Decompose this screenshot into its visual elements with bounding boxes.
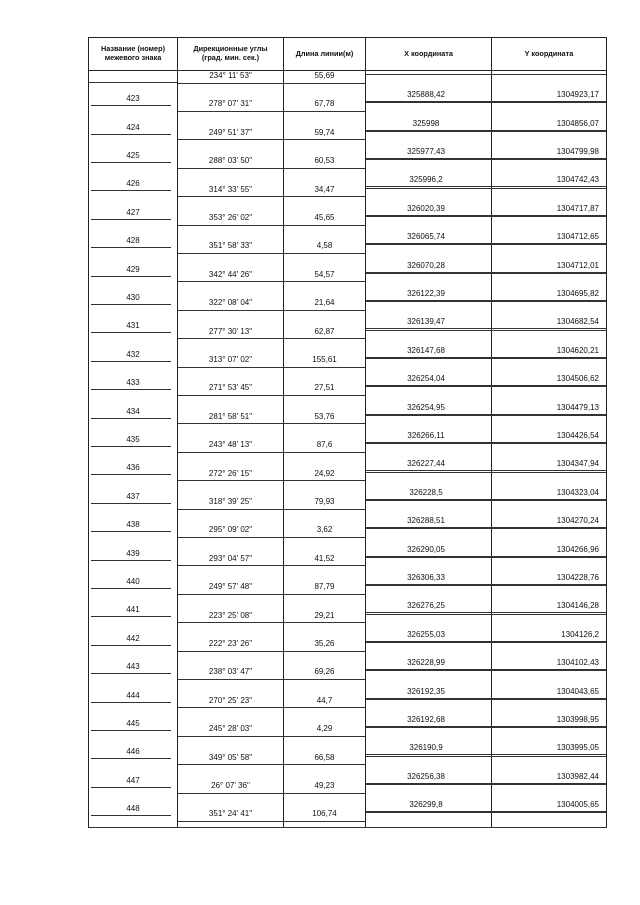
row-divider bbox=[366, 74, 606, 75]
line-length: 155,61 bbox=[312, 355, 337, 364]
x-coordinate: 326192,35 bbox=[407, 686, 445, 696]
segment-underline bbox=[178, 793, 365, 794]
point-name: 432 bbox=[126, 349, 140, 359]
x-coordinate: 326288,51 bbox=[407, 516, 445, 526]
x-coordinate: 325977,43 bbox=[407, 147, 445, 156]
y-coordinate: 1304717,87 bbox=[556, 203, 599, 213]
y-coordinate: 1304266,96 bbox=[556, 544, 599, 554]
y-coordinate: 1304712,01 bbox=[556, 260, 599, 270]
segment-underline bbox=[178, 537, 365, 538]
line-length: 24,92 bbox=[314, 468, 335, 478]
point-name-underline bbox=[91, 134, 171, 135]
row-divider bbox=[366, 131, 606, 132]
boundary-coordinates-table bbox=[88, 37, 607, 828]
row-divider bbox=[366, 301, 606, 302]
line-length: 29,21 bbox=[314, 610, 335, 620]
x-coordinate: 326190,9 bbox=[409, 743, 443, 753]
segment-underline bbox=[178, 622, 365, 623]
line-length: 4,29 bbox=[316, 724, 333, 734]
row-divider bbox=[366, 330, 606, 331]
point-name: 446 bbox=[126, 747, 140, 757]
x-coordinate: 326306,33 bbox=[407, 573, 445, 582]
segment-underline bbox=[178, 367, 365, 368]
direction-angle: 349° 05' 58" bbox=[208, 752, 253, 762]
line-length: 106,74 bbox=[312, 809, 337, 819]
x-coordinate: 326228,5 bbox=[409, 487, 443, 497]
header-y-coordinate: Y координата bbox=[524, 48, 574, 58]
segment-underline bbox=[178, 651, 365, 652]
point-name: 443 bbox=[126, 662, 140, 672]
row-divider bbox=[366, 642, 606, 643]
direction-angle: 272° 26' 15" bbox=[208, 468, 253, 478]
point-name-underline bbox=[91, 190, 171, 191]
segment-underline bbox=[178, 423, 365, 424]
row-divider bbox=[366, 756, 606, 757]
y-coordinate: 1304126,2 bbox=[561, 629, 599, 639]
x-coordinate: 326290,05 bbox=[407, 544, 445, 554]
line-length: 49,23 bbox=[314, 781, 335, 790]
point-name: 423 bbox=[126, 94, 140, 104]
y-coordinate: 1304506,62 bbox=[556, 374, 599, 384]
point-name-underline bbox=[91, 531, 171, 532]
row-divider bbox=[366, 812, 606, 813]
row-divider bbox=[366, 216, 606, 217]
segment-underline bbox=[178, 395, 365, 396]
x-coordinate: 326266,11 bbox=[407, 431, 445, 440]
x-coordinate: 326256,38 bbox=[407, 771, 445, 781]
x-coordinate: 326122,39 bbox=[407, 289, 445, 298]
y-coordinate: 1303998,95 bbox=[556, 715, 599, 724]
segment-underline bbox=[178, 168, 365, 169]
row-divider bbox=[89, 82, 177, 83]
point-name-underline bbox=[91, 247, 171, 248]
direction-angle: 223° 25' 08" bbox=[208, 610, 253, 620]
x-coordinate: 326276,25 bbox=[407, 601, 445, 611]
y-coordinate: 1304682,54 bbox=[556, 317, 599, 327]
line-length: 53,76 bbox=[314, 411, 335, 421]
x-coordinate: 325998 bbox=[412, 118, 440, 128]
segment-underline bbox=[178, 452, 365, 453]
point-name: 436 bbox=[126, 463, 140, 473]
line-length: 3,62 bbox=[316, 525, 333, 535]
line-length: 60,53 bbox=[314, 156, 335, 166]
point-name: 444 bbox=[126, 690, 140, 700]
point-name: 427 bbox=[126, 207, 140, 217]
row-divider bbox=[366, 784, 606, 785]
segment-underline bbox=[178, 679, 365, 680]
row-divider bbox=[366, 557, 606, 558]
point-name-underline bbox=[91, 673, 171, 674]
line-length: 67,78 bbox=[314, 99, 335, 109]
direction-angle: 249° 57' 48" bbox=[208, 582, 253, 592]
line-length: 87,79 bbox=[314, 582, 335, 592]
point-name-underline bbox=[91, 588, 171, 589]
row-divider bbox=[366, 699, 606, 700]
x-coordinate: 325888,42 bbox=[407, 90, 445, 100]
x-coordinate: 326227,44 bbox=[407, 459, 445, 469]
line-length: 62,87 bbox=[314, 326, 335, 336]
x-coordinate: 326020,39 bbox=[407, 203, 445, 213]
point-name-underline bbox=[91, 332, 171, 333]
y-coordinate: 1304799,98 bbox=[556, 147, 599, 156]
point-name: 435 bbox=[126, 435, 140, 444]
y-coordinate: 1304742,43 bbox=[556, 175, 599, 185]
y-coordinate: 1304102,43 bbox=[556, 658, 599, 668]
point-name-underline bbox=[91, 361, 171, 362]
direction-angle: 313° 07' 02" bbox=[208, 355, 253, 364]
row-divider bbox=[366, 244, 606, 245]
y-coordinate: 1304146,28 bbox=[556, 601, 599, 611]
point-name: 445 bbox=[126, 719, 140, 728]
direction-angle: 245° 28' 03" bbox=[208, 724, 253, 734]
direction-angle: 281° 58' 51" bbox=[208, 411, 253, 421]
point-name: 429 bbox=[126, 264, 140, 274]
direction-angle: 271° 53' 45" bbox=[208, 383, 253, 393]
point-name-underline bbox=[91, 105, 171, 106]
y-coordinate: 1304043,65 bbox=[556, 686, 599, 696]
y-coordinate: 1304228,76 bbox=[556, 573, 599, 582]
point-name: 441 bbox=[126, 605, 140, 615]
row-divider bbox=[366, 614, 606, 615]
point-name-underline bbox=[91, 560, 171, 561]
x-coordinate: 326147,68 bbox=[407, 345, 445, 355]
point-name-underline bbox=[91, 389, 171, 390]
table-bottom-rule bbox=[89, 827, 606, 828]
segment-underline bbox=[178, 196, 365, 197]
segment-underline bbox=[178, 111, 365, 112]
segment-underline bbox=[178, 707, 365, 708]
point-name: 425 bbox=[126, 151, 140, 160]
point-name-underline bbox=[91, 815, 171, 816]
line-length: 4,58 bbox=[316, 241, 333, 251]
line-length: 41,52 bbox=[314, 553, 335, 563]
point-name-underline bbox=[91, 730, 171, 731]
line-length: 87,6 bbox=[316, 440, 333, 450]
segment-underline bbox=[178, 509, 365, 510]
segment-underline bbox=[178, 225, 365, 226]
direction-angle: 270° 25' 23" bbox=[208, 695, 253, 705]
point-name-underline bbox=[91, 162, 171, 163]
row-divider bbox=[366, 102, 606, 103]
segment-underline bbox=[178, 253, 365, 254]
direction-angle: 26° 07' 36" bbox=[211, 781, 250, 790]
header-point-name: Название (номер) межевого знака bbox=[100, 44, 165, 62]
point-name: 442 bbox=[126, 633, 140, 643]
row-divider bbox=[366, 188, 606, 189]
y-coordinate: 1304323,04 bbox=[556, 487, 599, 497]
row-divider bbox=[366, 159, 606, 160]
point-name: 431 bbox=[126, 321, 140, 331]
point-name: 428 bbox=[126, 236, 140, 246]
row-divider bbox=[366, 585, 606, 586]
point-name-underline bbox=[91, 758, 171, 759]
row-divider bbox=[366, 273, 606, 274]
y-coordinate: 1304005,65 bbox=[556, 800, 599, 810]
direction-angle: 293° 04' 57" bbox=[208, 553, 253, 563]
segment-underline bbox=[178, 594, 365, 595]
point-name: 433 bbox=[126, 378, 140, 388]
direction-angle: 238° 03' 47" bbox=[208, 667, 253, 677]
x-coordinate: 326255,03 bbox=[407, 629, 445, 639]
point-name-underline bbox=[91, 503, 171, 504]
row-divider bbox=[366, 415, 606, 416]
point-name-underline bbox=[91, 645, 171, 646]
direction-angle: 277° 30' 13" bbox=[208, 326, 253, 336]
point-name-underline bbox=[91, 702, 171, 703]
point-name-underline bbox=[91, 219, 171, 220]
line-length: 59,74 bbox=[314, 127, 335, 137]
y-coordinate: 1304856,07 bbox=[556, 118, 599, 128]
y-coordinate: 1303982,44 bbox=[556, 771, 599, 781]
direction-angle: 314° 33' 55" bbox=[208, 184, 253, 194]
direction-angle: 351° 24' 41" bbox=[208, 809, 253, 819]
segment-underline bbox=[178, 338, 365, 339]
point-name: 424 bbox=[126, 122, 140, 132]
row-divider bbox=[366, 500, 606, 501]
line-length: 55,69 bbox=[314, 71, 335, 80]
direction-angle: 295° 09' 02" bbox=[208, 525, 253, 535]
point-name: 430 bbox=[126, 293, 140, 302]
direction-angle: 351° 58' 33" bbox=[208, 241, 253, 251]
x-coordinate: 325996,2 bbox=[409, 175, 443, 185]
x-coordinate: 326228,99 bbox=[407, 658, 445, 668]
direction-angle: 322° 08' 04" bbox=[208, 298, 253, 308]
segment-underline bbox=[178, 565, 365, 566]
line-length: 54,57 bbox=[314, 269, 335, 279]
y-coordinate: 1304695,82 bbox=[556, 289, 599, 298]
direction-angle: 234° 11' 53" bbox=[209, 71, 252, 80]
line-length: 35,26 bbox=[314, 639, 335, 648]
line-length: 27,51 bbox=[314, 383, 335, 393]
line-length: 45,65 bbox=[314, 213, 335, 222]
point-name-underline bbox=[91, 304, 171, 305]
header-direction-angle: Дирекционные углы (град. мин. сек.) bbox=[193, 44, 268, 62]
point-name-underline bbox=[91, 418, 171, 419]
y-coordinate: 1303995,05 bbox=[556, 743, 599, 753]
y-coordinate: 1304479,13 bbox=[556, 402, 599, 412]
line-length: 69,26 bbox=[314, 667, 335, 677]
row-divider bbox=[366, 443, 606, 444]
line-length: 44,7 bbox=[316, 695, 333, 705]
direction-angle: 249° 51' 37" bbox=[208, 127, 253, 137]
y-coordinate: 1304426,54 bbox=[556, 431, 599, 440]
row-divider bbox=[366, 670, 606, 671]
x-coordinate: 326070,28 bbox=[407, 260, 445, 270]
row-divider bbox=[366, 727, 606, 728]
direction-angle: 288° 03' 50" bbox=[208, 156, 253, 166]
line-length: 21,64 bbox=[314, 298, 335, 308]
x-coordinate: 326139,47 bbox=[407, 317, 445, 327]
direction-angle: 318° 39' 25" bbox=[208, 497, 253, 506]
point-name: 447 bbox=[126, 775, 140, 785]
y-coordinate: 1304347,94 bbox=[556, 459, 599, 469]
x-coordinate: 326254,04 bbox=[407, 374, 445, 384]
point-name-underline bbox=[91, 446, 171, 447]
point-name: 426 bbox=[126, 179, 140, 189]
segment-underline bbox=[178, 310, 365, 311]
point-name: 438 bbox=[126, 520, 140, 530]
x-coordinate: 326065,74 bbox=[407, 232, 445, 242]
segment-underline bbox=[178, 281, 365, 282]
y-coordinate: 1304712,65 bbox=[556, 232, 599, 242]
segment-underline bbox=[178, 480, 365, 481]
y-coordinate: 1304270,24 bbox=[556, 516, 599, 526]
segment-underline bbox=[178, 736, 365, 737]
segment-underline bbox=[178, 83, 365, 84]
point-name: 434 bbox=[126, 406, 140, 416]
point-name-underline bbox=[91, 616, 171, 617]
point-name-underline bbox=[91, 474, 171, 475]
direction-angle: 278° 07' 31" bbox=[208, 99, 253, 109]
segment-underline bbox=[178, 821, 365, 822]
segment-underline bbox=[178, 764, 365, 765]
y-coordinate: 1304923,17 bbox=[556, 90, 599, 100]
x-coordinate: 326299,8 bbox=[409, 800, 443, 810]
line-length: 34,47 bbox=[314, 184, 335, 194]
segment-underline bbox=[178, 139, 365, 140]
row-divider bbox=[366, 528, 606, 529]
row-divider bbox=[366, 358, 606, 359]
point-name: 439 bbox=[126, 548, 140, 558]
point-name: 437 bbox=[126, 491, 140, 501]
y-coordinate: 1304620,21 bbox=[556, 345, 599, 355]
header-line-length: Длина линии(м) bbox=[295, 48, 354, 58]
row-divider bbox=[366, 472, 606, 473]
row-divider bbox=[366, 386, 606, 387]
point-name: 440 bbox=[126, 577, 140, 586]
line-length: 66,58 bbox=[314, 752, 335, 762]
x-coordinate: 326254,95 bbox=[407, 402, 445, 412]
direction-angle: 243° 48' 13" bbox=[208, 440, 253, 450]
line-length: 79,93 bbox=[314, 497, 335, 506]
header-x-coordinate: X координата bbox=[404, 48, 453, 58]
point-name: 448 bbox=[126, 804, 140, 814]
direction-angle: 342° 44' 26" bbox=[208, 269, 253, 279]
direction-angle: 222° 23' 26" bbox=[208, 639, 253, 648]
x-coordinate: 326192,68 bbox=[407, 715, 445, 724]
point-name-underline bbox=[91, 787, 171, 788]
point-name-underline bbox=[91, 276, 171, 277]
direction-angle: 353° 26' 02" bbox=[208, 213, 253, 222]
